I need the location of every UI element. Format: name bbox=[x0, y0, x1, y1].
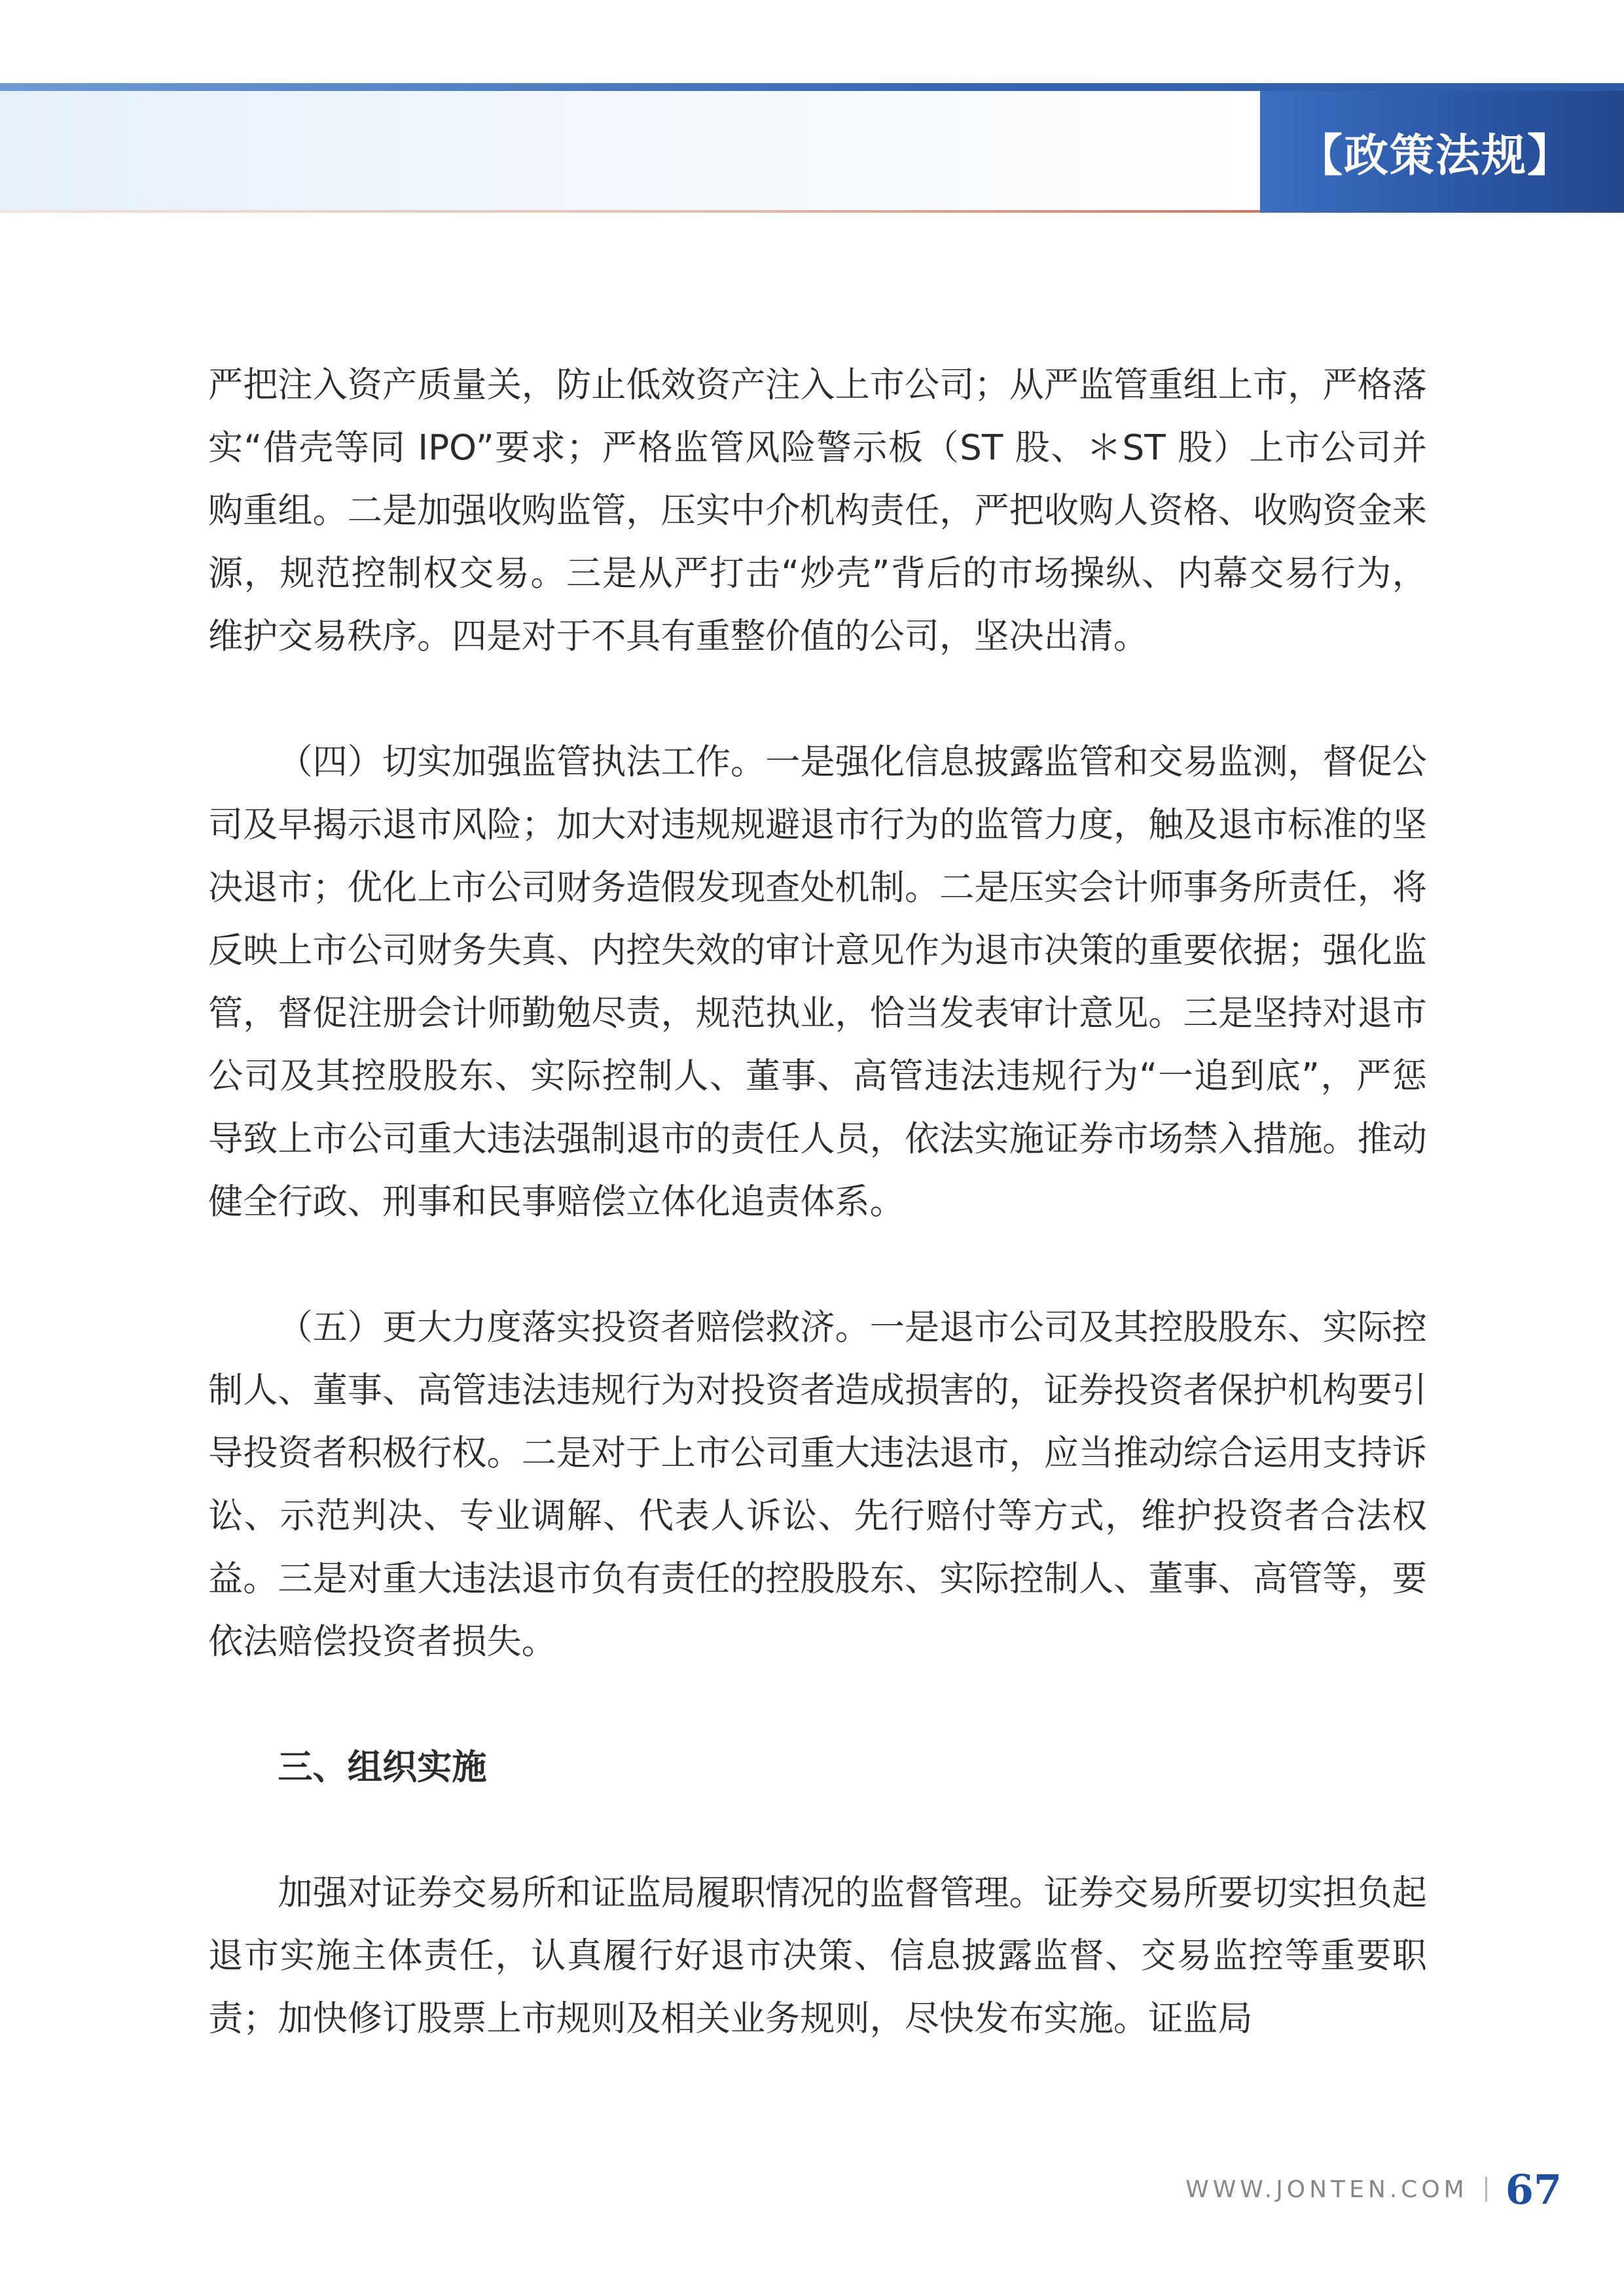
paragraph-implementation: 加强对证券交易所和证监局履职情况的监督管理。证券交易所要切实担负起退市实施主体责任，认真履行好退市决策、信息披露监督、交易监控等重要职责；加快修订股票上市规则及相关业务规则，尽快发布实施。证监局 bbox=[208, 1873, 1427, 2039]
footer-divider bbox=[1485, 2177, 1487, 2202]
paragraph-section-5: （五）更大力度落实投资者赔偿救济。一是退市公司及其控股股东、实际控制人、董事、高管违法违规行为对投资者造成损害的，证券投资者保护机构要引导投资者积极行权。二是对于上市公司重大违法退市，应当推动综合运用支持诉讼、示范判决、专业调解、代表人诉讼、先行赔付等方式，维护投资者合法权益。三是对重大违法退市负有责任的控股股东、实际控制人、董事、高管等，要依法赔偿投资者损失。 bbox=[208, 1307, 1427, 1662]
section-tab bbox=[1260, 91, 1624, 213]
paragraph-continuation: 严把注入资产质量关，防止低效资产注入上市公司；从严监管重组上市，严格落实“借壳等同 IPO”要求；严格监管风险警示板（ST 股、＊ST 股）上市公司并购重组。二是加强收购监管，压实中介机构责任，严把收购人资格、收购资金来源，规范控制权交易。三是从严打击“炒壳”背后的市场操纵、内幕交易行为，维护交易秩序。四是对于不具有重整价值的公司，坚决出清。 bbox=[208, 365, 1427, 656]
header-top-stripe bbox=[0, 83, 1624, 91]
paragraph-section-4: （四）切实加强监管执法工作。一是强化信息披露监管和交易监测，督促公司及早揭示退市风险；加大对违规规避退市行为的监管力度，触及退市标准的坚决退市；优化上市公司财务造假发现查处机制。二是压实会计师事务所责任，将反映上市公司财务失真、内控失效的审计意见作为退市决策的重要依据；强化监管，督促注册会计师勤勉尽责，规范执业，恰当发表审计意见。三是坚持对退市公司及其控股股东、实际控制人、董事、高管违法违规行为“一追到底”，严惩导致上市公司重大违法强制退市的责任人员，依法实施证券市场禁入措施。推动健全行政、刑事和民事赔偿立体化追责体系。 bbox=[208, 742, 1427, 1222]
website-url: WWW.JONTEN.COM bbox=[1185, 2176, 1468, 2203]
header-band bbox=[0, 91, 1260, 210]
article-body bbox=[208, 353, 1427, 2050]
section-heading: 三、组织实施 bbox=[278, 1747, 487, 1787]
page-number: 67 bbox=[1505, 2165, 1562, 2214]
page-footer bbox=[1185, 2160, 1562, 2219]
header-accent-line bbox=[0, 210, 1260, 213]
section-tab-label: 【政策法规】 bbox=[1297, 129, 1573, 182]
